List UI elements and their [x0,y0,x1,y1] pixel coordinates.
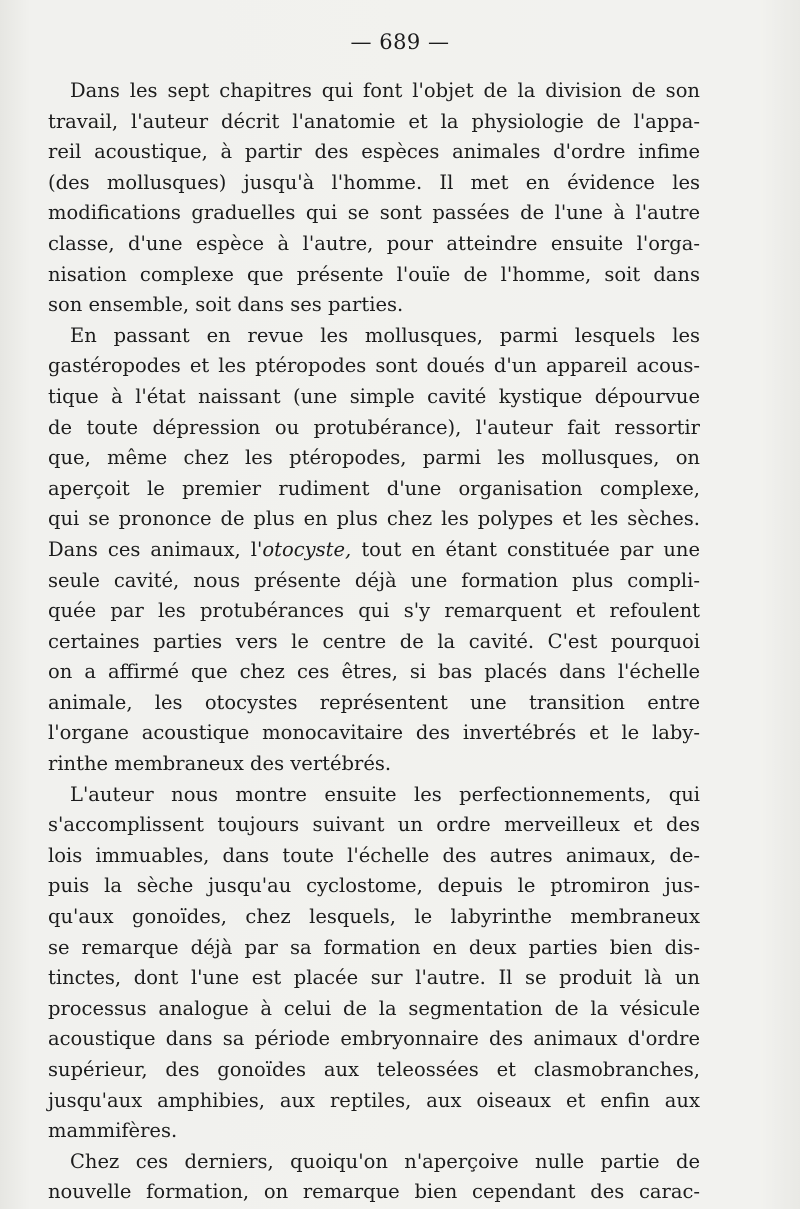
text-line: classe, d'une espèce à l'autre, pour atteindre ensuite l'orga- [48,231,700,255]
text-line: de toute dépression ou protubérance), l'auteur fait ressortir [48,415,700,439]
italic-term: otocyste, [262,537,352,561]
text-line: puis la sèche jusqu'au cyclostome, depuis le ptromiron jus- [48,874,700,898]
text-line: s'accomplissent toujours suivant un ordre merveilleux et des [48,813,700,837]
text-line: modifications graduelles qui se sont passées de l'une à l'autre [48,201,700,225]
paragraph-2 [48,321,700,780]
text-line: supérieur, des gonoïdes aux teleossées et clasmobranches, [48,1058,700,1081]
text-line: (des mollusques) jusqu'à l'homme. Il met en évidence les [48,170,700,194]
text-line: quée par les protubérances qui s'y remarquent et refoulent [48,599,700,623]
text-line: qui se prononce de plus en plus chez les polypes et les sèches. [48,507,700,531]
text-line: jusqu'aux amphibies, aux reptiles, aux oiseaux et enfin aux [48,1088,700,1112]
text-line: on a affirmé que chez ces êtres, si bas placés dans l'échelle [48,660,700,684]
text-line: qu'aux gonoïdes, chez lesquels, le labyrinthe membraneux [48,905,700,929]
text-line: seule cavité, nous présente déjà une formation plus compli- [48,568,700,592]
text-line: acoustique dans sa période embryonnaire des animaux d'ordre [48,1027,700,1051]
text-line: processus analogue à celui de la segmentation de la vésicule [48,996,700,1020]
text-line: que, même chez les ptéropodes, parmi les mollusques, on [48,446,700,470]
text-line: l'organe acoustique monocavitaire des invertébrés et le laby- [48,721,700,745]
paragraph-1 [48,76,700,321]
page-number: — 689 — [350,30,450,54]
text-line: En passant en revue les mollusques, parmi lesquels les [70,323,700,347]
text-segment: tout en étant constituée par une [351,537,700,561]
text-line: L'auteur nous montre ensuite les perfectionnements, qui [70,782,700,806]
text-line: travail, l'auteur décrit l'anatomie et la physiologie de l'appa- [48,109,700,133]
text-line-with-italic [48,535,700,566]
text-line: son ensemble, soit dans ses parties. [48,293,404,317]
text-line: aperçoit le premier rudiment d'une organisation complexe, [48,476,700,500]
text-line: gastéropodes et les ptéropodes sont doués d'un appareil acous- [48,354,700,378]
text-line: tique à l'état naissant (une simple cavité kystique dépourvue [48,384,700,408]
text-line: animale, les otocystes représentent une transition entre [48,690,700,714]
body-text [48,76,700,1208]
text-line: Dans les sept chapitres qui font l'objet de la division de son [70,79,700,102]
text-line: rinthe membraneux des vertébrés. [48,752,392,776]
text-line: lois immuables, dans toute l'échelle des autres animaux, de- [48,843,700,867]
text-line: se remarque déjà par sa formation en deux parties bien dis- [48,935,700,959]
text-line: Chez ces derniers, quoiqu'on n'aperçoive nulle partie de [70,1149,700,1173]
text-line: certaines parties vers le centre de la cavité. C'est pourquoi [48,629,700,653]
text-segment: Dans ces animaux, l' [48,537,263,561]
text-line: tinctes, dont l'une est placée sur l'autre. Il se produit là un [48,966,700,990]
text-line: reil acoustique, à partir des espèces animales d'ordre infime [48,140,700,164]
text-line: mammifères. [48,1119,178,1143]
text-line: nouvelle formation, on remarque bien cependant des carac- [48,1180,700,1204]
paragraph-3 [48,780,700,1147]
text-line: nisation complexe que présente l'ouïe de l'homme, soit dans [48,262,700,286]
paragraph-4 [48,1147,700,1208]
